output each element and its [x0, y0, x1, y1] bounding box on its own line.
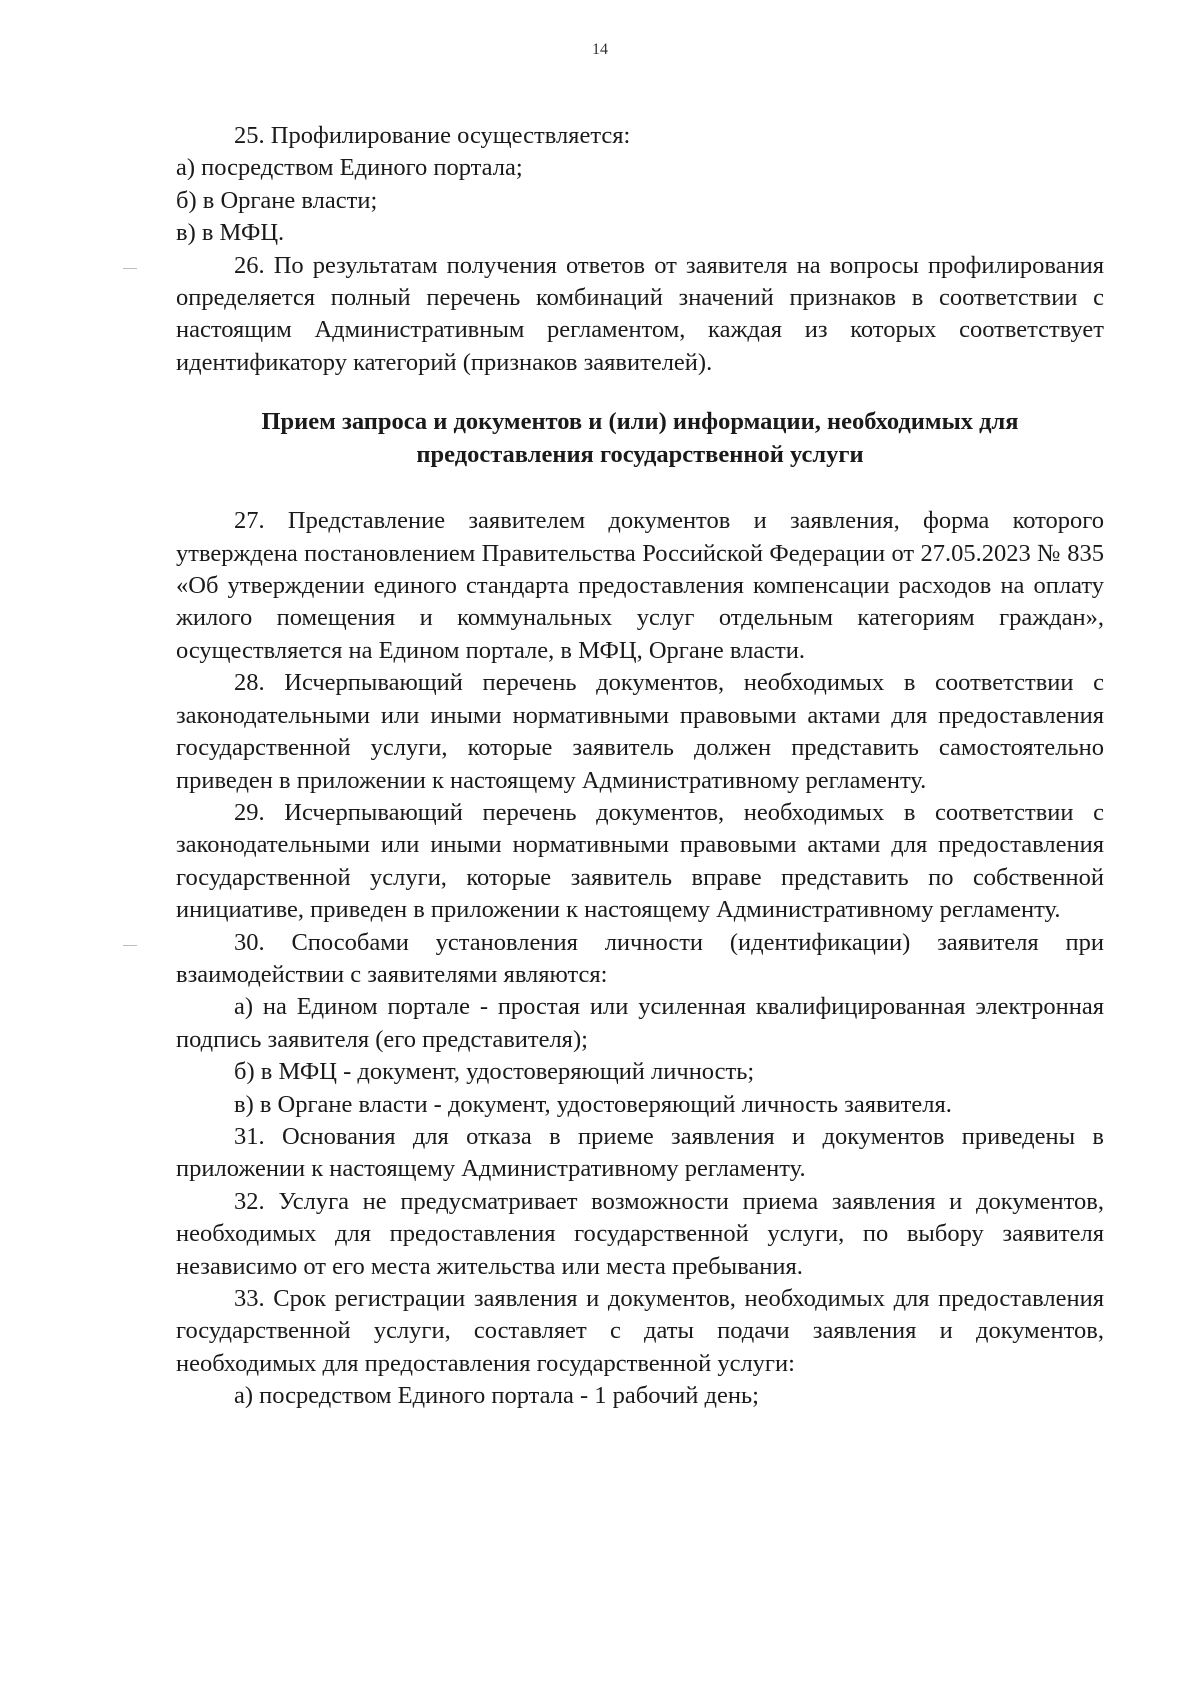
paragraph-29: 29. Исчерпывающий перечень документов, необходимых в соответствии с законодательными или иными нормативными правовыми актами для предоставления государственной услуги, которые заявитель вправе представить по собственной инициативе, приведен в приложении к настоящему Административному регламенту. [176, 798, 1104, 924]
list-item-authority: б) в Органе власти; [176, 186, 378, 214]
paragraph-27: 27. Представление заявителем документов и заявления, форма которого утверждена постановлением Правительства Российской Федерации от 27.05.2023 № 835 «Об утверждении единого стандарта предоставления компенсации расходов на оплату жилого помещения и коммунальных услуг отдельным категориям граждан», осуществляется на Едином портале, в МФЦ, Органе власти. [176, 507, 1104, 664]
list-item-33a: а) посредством Единого портала - 1 рабочий день; [234, 1382, 759, 1410]
paragraph-33: 33. Срок регистрации заявления и документов, необходимых для предоставления государственной услуги, составляет с даты подачи заявления и документов, необходимых для предоставления государственной услуги: [176, 1285, 1104, 1377]
section-heading: Прием запроса и документов и (или) информации, необходимых для предоставления государственной услуги [261, 408, 1019, 469]
page-number: 14 [592, 41, 608, 58]
list-item-portal: а) посредством Единого портала; [176, 154, 523, 182]
list-item-30a: а) на Едином портале - простая или усиленная квалифицированная электронная подпись заявителя (его представителя); [176, 993, 1104, 1053]
list-item-30c: в) в Органе власти - документ, удостоверяющий личность заявителя. [234, 1090, 952, 1118]
paragraph-30: 30. Способами установления личности (идентификации) заявителя при взаимодействии с заявителями являются: [176, 928, 1104, 988]
document-body [176, 120, 1104, 1413]
paragraph-26: 26. По результатам получения ответов от заявителя на вопросы профилирования определяется полный перечень комбинаций значений признаков в соответствии с настоящим Административным регламентом, каждая из которых соответствует идентификатору категорий (признаков заявителей). [176, 251, 1104, 376]
paragraph-32: 32. Услуга не предусматривает возможности приема заявления и документов, необходимых для предоставления государственной услуги, по выбору заявителя независимо от его места жительства или места пребывания. [176, 1187, 1104, 1280]
margin-mark [123, 268, 137, 269]
paragraph-28: 28. Исчерпывающий перечень документов, необходимых в соответствии с законодательными или иными нормативными правовыми актами для предоставления государственной услуги, которые заявитель должен представить самостоятельно приведен в приложении к настоящему Административному регламенту. [176, 669, 1104, 794]
paragraph-31: 31. Основания для отказа в приеме заявления и документов приведены в приложении к настоящему Административному регламенту. [176, 1122, 1104, 1183]
list-item-30b: б) в МФЦ - документ, удостоверяющий личность; [234, 1058, 755, 1086]
paragraph-25-lead: 25. Профилирование осуществляется: [234, 122, 631, 149]
list-item-mfc: в) в МФЦ. [176, 219, 285, 247]
margin-mark [123, 945, 137, 946]
